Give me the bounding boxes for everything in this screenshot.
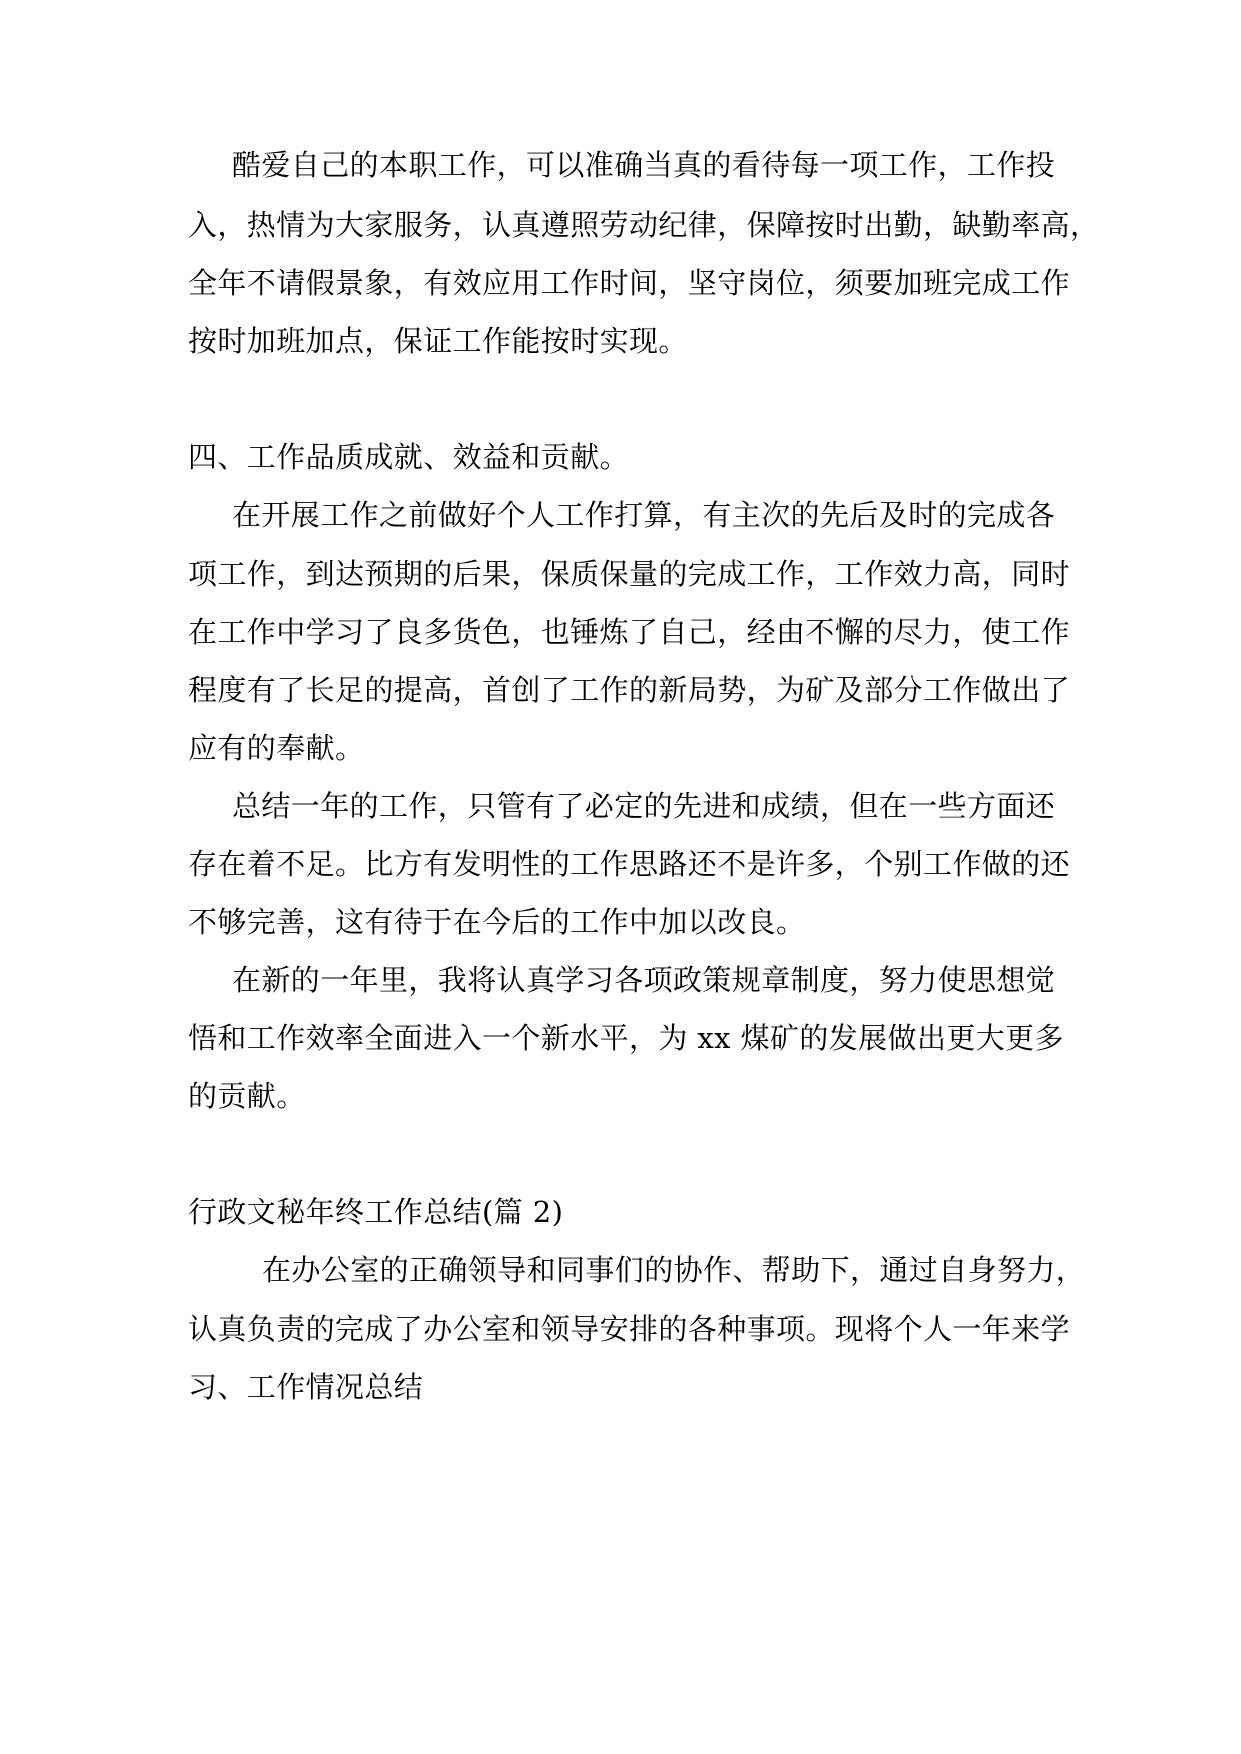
paragraph-5-line-2: 认真负责的完成了办公室和领导安排的各种事项。现将个人一年来学: [188, 1312, 1071, 1346]
paragraph-1-line-3: 全年不请假景象，有效应用工作时间，坚守岗位，须要加班完成工作: [188, 266, 1071, 300]
paragraph-4-line-3: 的贡献。: [188, 1079, 306, 1113]
paragraph-3-line-2: 存在着不足。比方有发明性的工作思路还不是许多，个别工作做的还: [188, 847, 1071, 881]
paragraph-2-line-4: 程度有了长足的提高，首创了工作的新局势，为矿及部分工作做出了: [188, 673, 1071, 707]
paragraph-1-line-4: 按时加班加点，保证工作能按时实现。: [188, 324, 688, 358]
paragraph-2-line-2: 项工作，到达预期的后果，保质保量的完成工作，工作效力高，同时: [188, 557, 1071, 591]
section-heading: 四、工作品质成就、效益和贡献。: [188, 440, 630, 474]
paragraph-3-line-1: 总结一年的工作，只管有了必定的先进和成绩，但在一些方面还: [232, 789, 1056, 823]
article-title: 行政文秘年终工作总结(篇 2): [188, 1195, 564, 1229]
paragraph-5-line-3: 习、工作情况总结: [188, 1370, 424, 1404]
paragraph-2-line-5: 应有的奉献。: [188, 731, 365, 765]
paragraph-2-line-1: 在开展工作之前做好个人工作打算，有主次的先后及时的完成各: [232, 498, 1056, 532]
paragraph-4-line-1: 在新的一年里，我将认真学习各项政策规章制度，努力使思想觉: [232, 963, 1056, 997]
paragraph-3-line-3: 不够完善，这有待于在今后的工作中加以改良。: [188, 905, 806, 939]
paragraph-5-line-1: 在办公室的正确领导和同事们的协作、帮助下，通过自身努力，: [262, 1253, 1086, 1287]
paragraph-2-line-3: 在工作中学习了良多货色，也锤炼了自己，经由不懈的尽力，使工作: [188, 615, 1071, 649]
paragraph-1-line-2: 入，热情为大家服务，认真遵照劳动纪律，保障按时出勤，缺勤率高，: [188, 208, 1100, 242]
paragraph-4-line-2: 悟和工作效率全面进入一个新水平，为 xx 煤矿的发展做出更大更多: [188, 1021, 1064, 1055]
paragraph-1-line-1: 酷爱自己的本职工作，可以准确当真的看待每一项工作，工作投: [232, 148, 1056, 182]
